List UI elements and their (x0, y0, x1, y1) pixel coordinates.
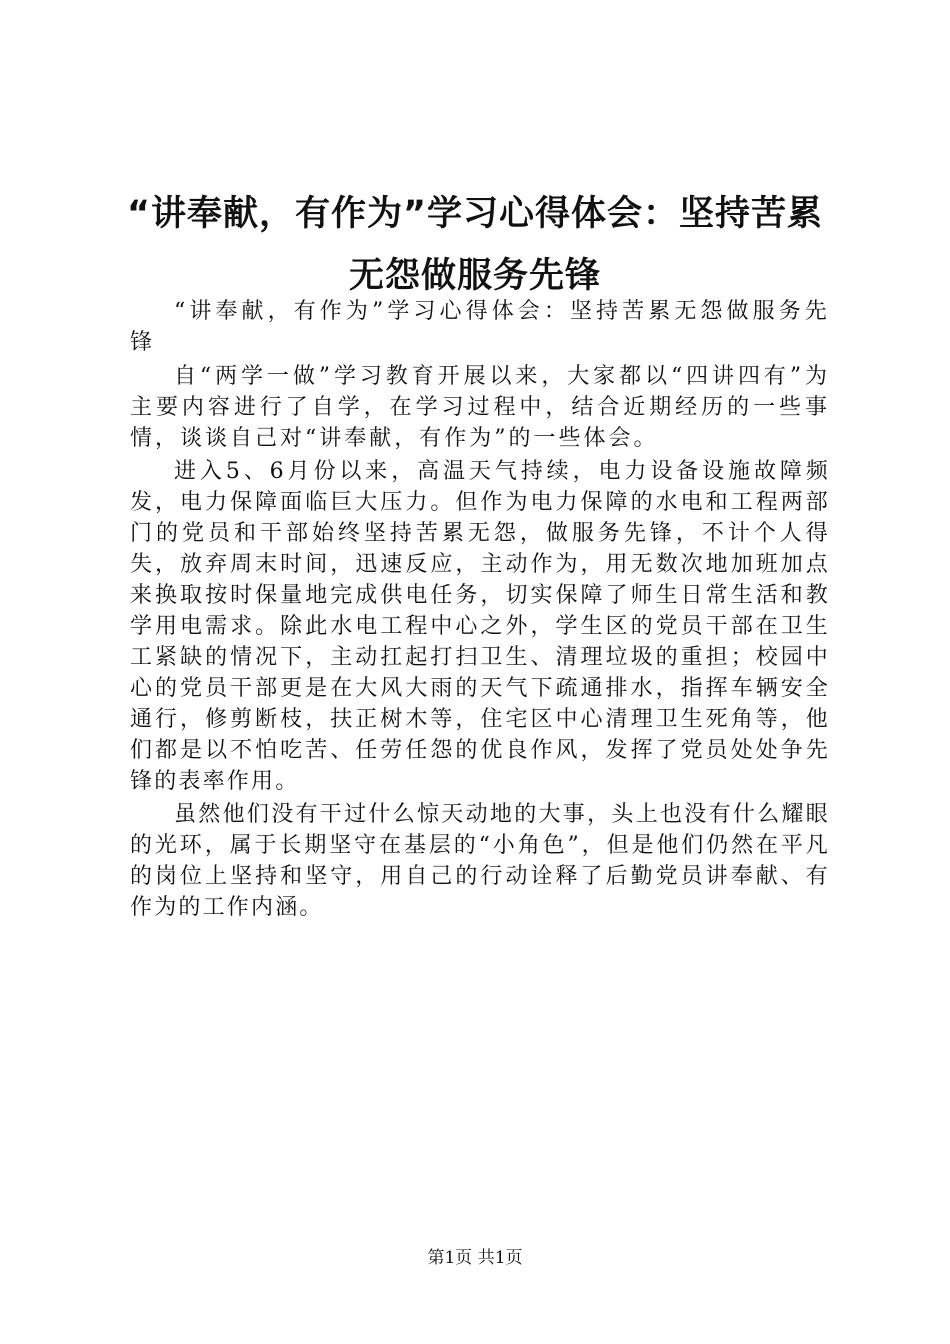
document-body (130, 296, 830, 923)
paragraph-main: 进入5、6月份以来，高温天气持续，电力设备设施故障频发，电力保障面临巨大压力。但作为电力保障的水电和工程两部门的党员和干部始终坚持苦累无怨，做服务先锋，不计个人得失，放弃周末时间，迅速反应，主动作为，用无数次地加班加点来换取按时保量地完成供电任务，切实保障了师生日常生活和教学用电需求。除此水电工程中心之外，学生区的党员干部在卫生工紧缺的情况下，主动扛起打扫卫生、清理垃圾的重担；校园中心的党员干部更是在大风大雨的天气下疏通排水，指挥车辆安全通行，修剪断枝，扶正树木等，住宅区中心清理卫生死角等，他们都是以不怕吃苦、任劳任怨的优良作风，发挥了党员处处争先锋的表率作用。 (130, 459, 830, 794)
paragraph-subtitle: “讲奉献，有作为”学习心得体会：坚持苦累无怨做服务先锋 (130, 299, 830, 355)
paragraph-conclusion: 虽然他们没有干过什么惊天动地的大事，头上也没有什么耀眼的光环，属于长期坚守在基层的“小角色”，但是他们仍然在平凡的岗位上坚持和坚守，用自己的行动诠释了后勤党员讲奉献、有作为的工作内涵。 (130, 802, 830, 920)
document-title-line-1: “讲奉献，有作为”学习心得体会：坚持苦累 (126, 194, 823, 234)
page-number-footer: 第1页 共1页 (427, 1248, 523, 1268)
document-title-line-2: 无怨做服务先锋 (348, 256, 601, 296)
paragraph-intro: 自“两学一做”学习教育开展以来，大家都以“四讲四有”为主要内容进行了自学，在学习过程中，结合近期经历的一些事情，谈谈自己对“讲奉献，有作为”的一些体会。 (130, 364, 830, 451)
